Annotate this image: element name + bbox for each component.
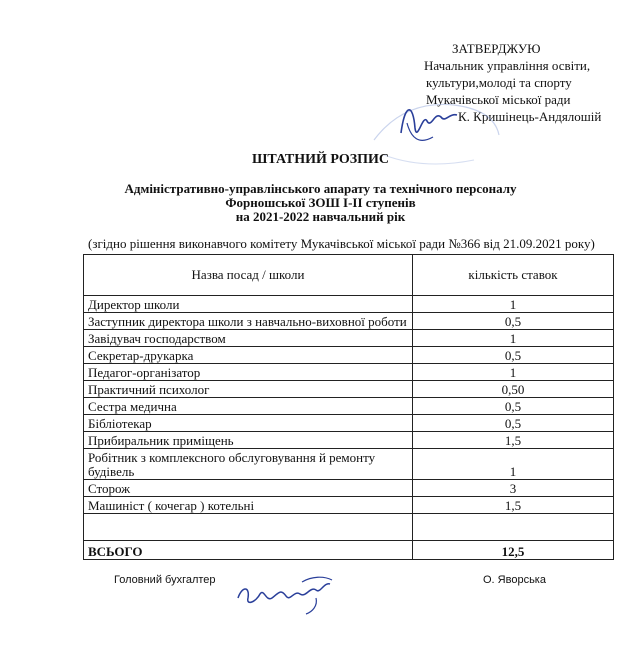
position-cell: Директор школи: [84, 296, 413, 313]
position-cell: Робітник з комплексного обслуговування й ремонту будівель: [84, 449, 413, 480]
table-row: [84, 330, 614, 347]
accountant-name: О. Яворська: [483, 574, 546, 586]
qty-cell: 0,5: [413, 415, 614, 432]
empty-cell: [84, 514, 413, 541]
table-row: [84, 449, 614, 480]
position-cell: Завідувач господарством: [84, 330, 413, 347]
qty-cell: 1,5: [413, 497, 614, 514]
approval-line-1: Начальник управління освіти,: [424, 58, 591, 73]
accountant-label: Головний бухгалтер: [114, 574, 216, 586]
table-row: [84, 313, 614, 330]
table-row: [84, 497, 614, 514]
position-cell: Секретар-друкарка: [84, 347, 413, 364]
position-cell: Бібліотекар: [84, 415, 413, 432]
qty-cell: 0,5: [413, 313, 614, 330]
total-label: ВСЬОГО: [84, 541, 413, 560]
qty-cell: 0,5: [413, 347, 614, 364]
document-title: ШТАТНИЙ РОЗПИС: [251, 152, 390, 167]
table-row: [84, 296, 614, 313]
header-qty: кількість ставок: [413, 255, 614, 296]
position-cell: Педагог-організатор: [84, 364, 413, 381]
qty-cell: 1: [413, 449, 614, 480]
qty-cell: 1: [413, 364, 614, 381]
decision-note: (згідно рішення виконавчого комітету Мукачівської міської ради №366 від 21.09.2021 року): [88, 236, 595, 251]
table-row: [84, 480, 614, 497]
header-position: Назва посад / школи: [84, 255, 413, 296]
table-row: [84, 347, 614, 364]
qty-cell: 1: [413, 296, 614, 313]
signature-approver: [393, 93, 463, 153]
staff-table: [83, 254, 614, 560]
table-row-empty: [84, 514, 614, 541]
qty-cell: 0,5: [413, 398, 614, 415]
table-row: [84, 364, 614, 381]
position-cell: Заступник директора школи з навчально-виховної роботи: [84, 313, 413, 330]
table-header: [84, 255, 614, 296]
position-cell: Сестра медична: [84, 398, 413, 415]
position-cell: Прибиральник приміщень: [84, 432, 413, 449]
approval-signer: К. Кришінець-Андялошій: [458, 109, 602, 124]
empty-cell: [413, 514, 614, 541]
qty-cell: 1,5: [413, 432, 614, 449]
subtitle-line-3: на 2021-2022 навчальний рік: [235, 209, 406, 224]
approval-line-3: Мукачівської міської ради: [426, 92, 571, 107]
table-row: [84, 381, 614, 398]
approval-heading: ЗАТВЕРДЖУЮ: [452, 41, 541, 56]
total-value: 12,5: [413, 541, 614, 560]
position-cell: Сторож: [84, 480, 413, 497]
table-row: [84, 415, 614, 432]
qty-cell: 0,50: [413, 381, 614, 398]
document-subtitle: [0, 182, 641, 224]
subtitle-line-1: Адміністративно-управлінського апарату та технічного персоналу: [124, 181, 517, 196]
qty-cell: 3: [413, 480, 614, 497]
subtitle-line-2: Форношської ЗОШ І-ІІ ступенів: [225, 195, 416, 210]
position-cell: Машиніст ( кочегар ) котельні: [84, 497, 413, 514]
position-cell: Практичний психолог: [84, 381, 413, 398]
approval-line-2: культури,молоді та спорту: [426, 75, 572, 90]
table-total-row: [84, 541, 614, 560]
table-row: [84, 398, 614, 415]
signature-accountant: [232, 572, 342, 618]
table-row: [84, 432, 614, 449]
qty-cell: 1: [413, 330, 614, 347]
